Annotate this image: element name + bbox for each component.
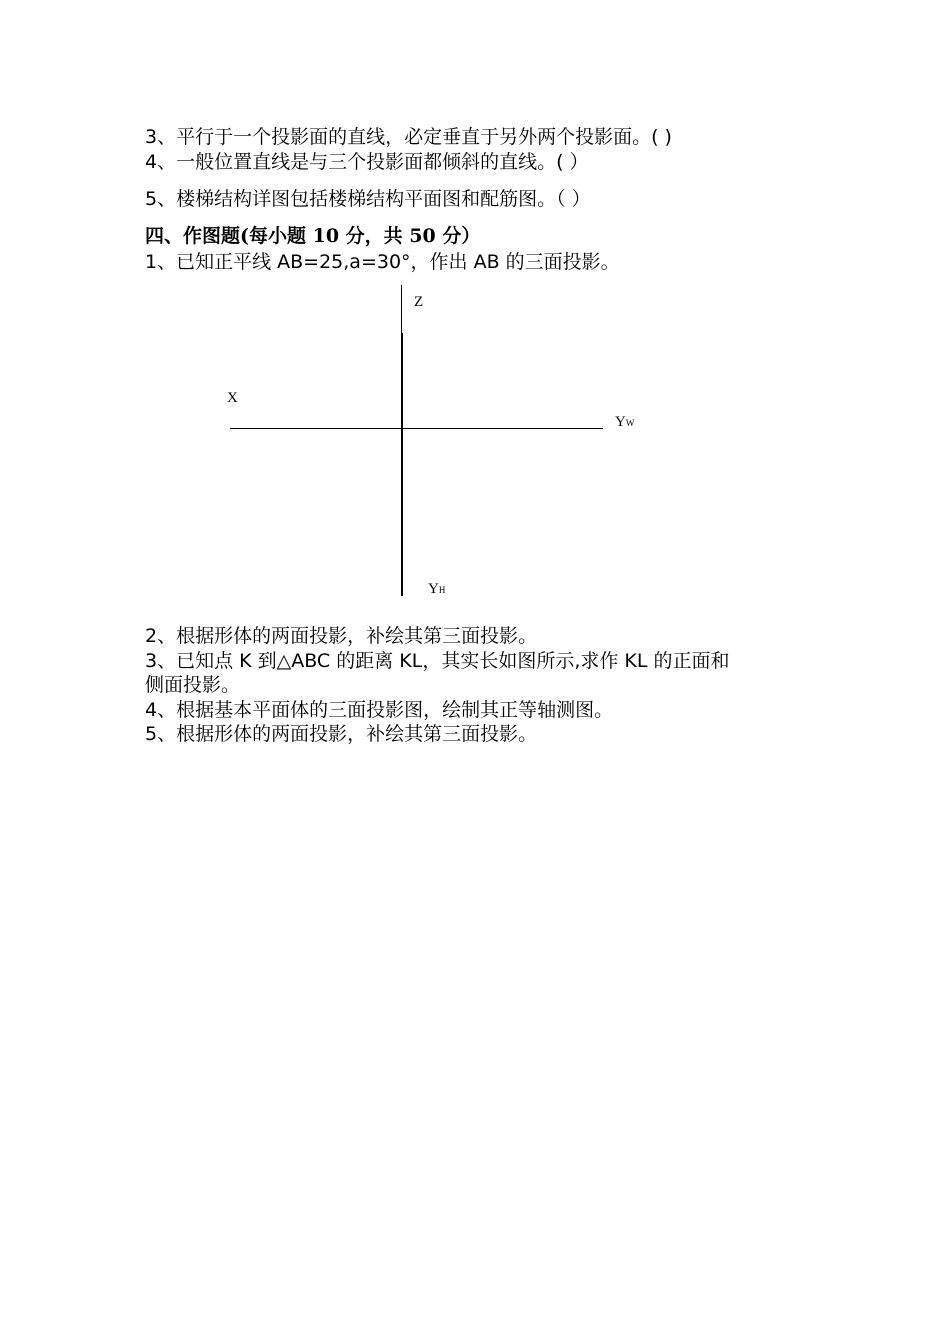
judge-question-4: 4、一般位置直线是与三个投影面都倾斜的直线。( ） — [145, 151, 589, 173]
axis-label-x: X — [227, 390, 238, 406]
drawing-question-1: 1、已知正平线 AB=25,a=30°，作出 AB 的三面投影。 — [145, 251, 620, 273]
drawing-question-4: 4、根据基本平面体的三面投影图，绘制其正等轴测图。 — [145, 699, 614, 721]
axis-label-yw — [615, 414, 634, 431]
axis-label-yh — [428, 581, 445, 598]
drawing-question-5: 5、根据形体的两面投影，补绘其第三面投影。 — [145, 723, 538, 745]
judge-question-5: 5、楼梯结构详图包括楼梯结构平面图和配筋图。（ ） — [145, 188, 591, 210]
axis-label-z: Z — [414, 294, 424, 310]
horizontal-axis — [230, 428, 603, 429]
axis-label-yw-main: Y — [615, 414, 626, 430]
axis-label-yh-sub: H — [438, 585, 446, 595]
drawing-question-2: 2、根据形体的两面投影，补绘其第三面投影。 — [145, 625, 538, 647]
section-heading: 四、作图题(每小题 10 分，共 50 分） — [145, 225, 481, 247]
axis-label-yh-main: Y — [428, 581, 439, 597]
z-axis-upper-segment — [401, 285, 402, 333]
judge-question-3: 3、平行于一个投影面的直线，必定垂直于另外两个投影面。( ) — [145, 126, 672, 148]
drawing-question-3-line1: 3、已知点 K 到△ABC 的距离 KL，其实长如图所示,求作 KL 的正面和 — [145, 650, 730, 672]
axis-label-yw-sub: W — [625, 418, 635, 428]
drawing-question-3-line2: 侧面投影。 — [145, 674, 241, 696]
vertical-axis — [401, 333, 403, 596]
